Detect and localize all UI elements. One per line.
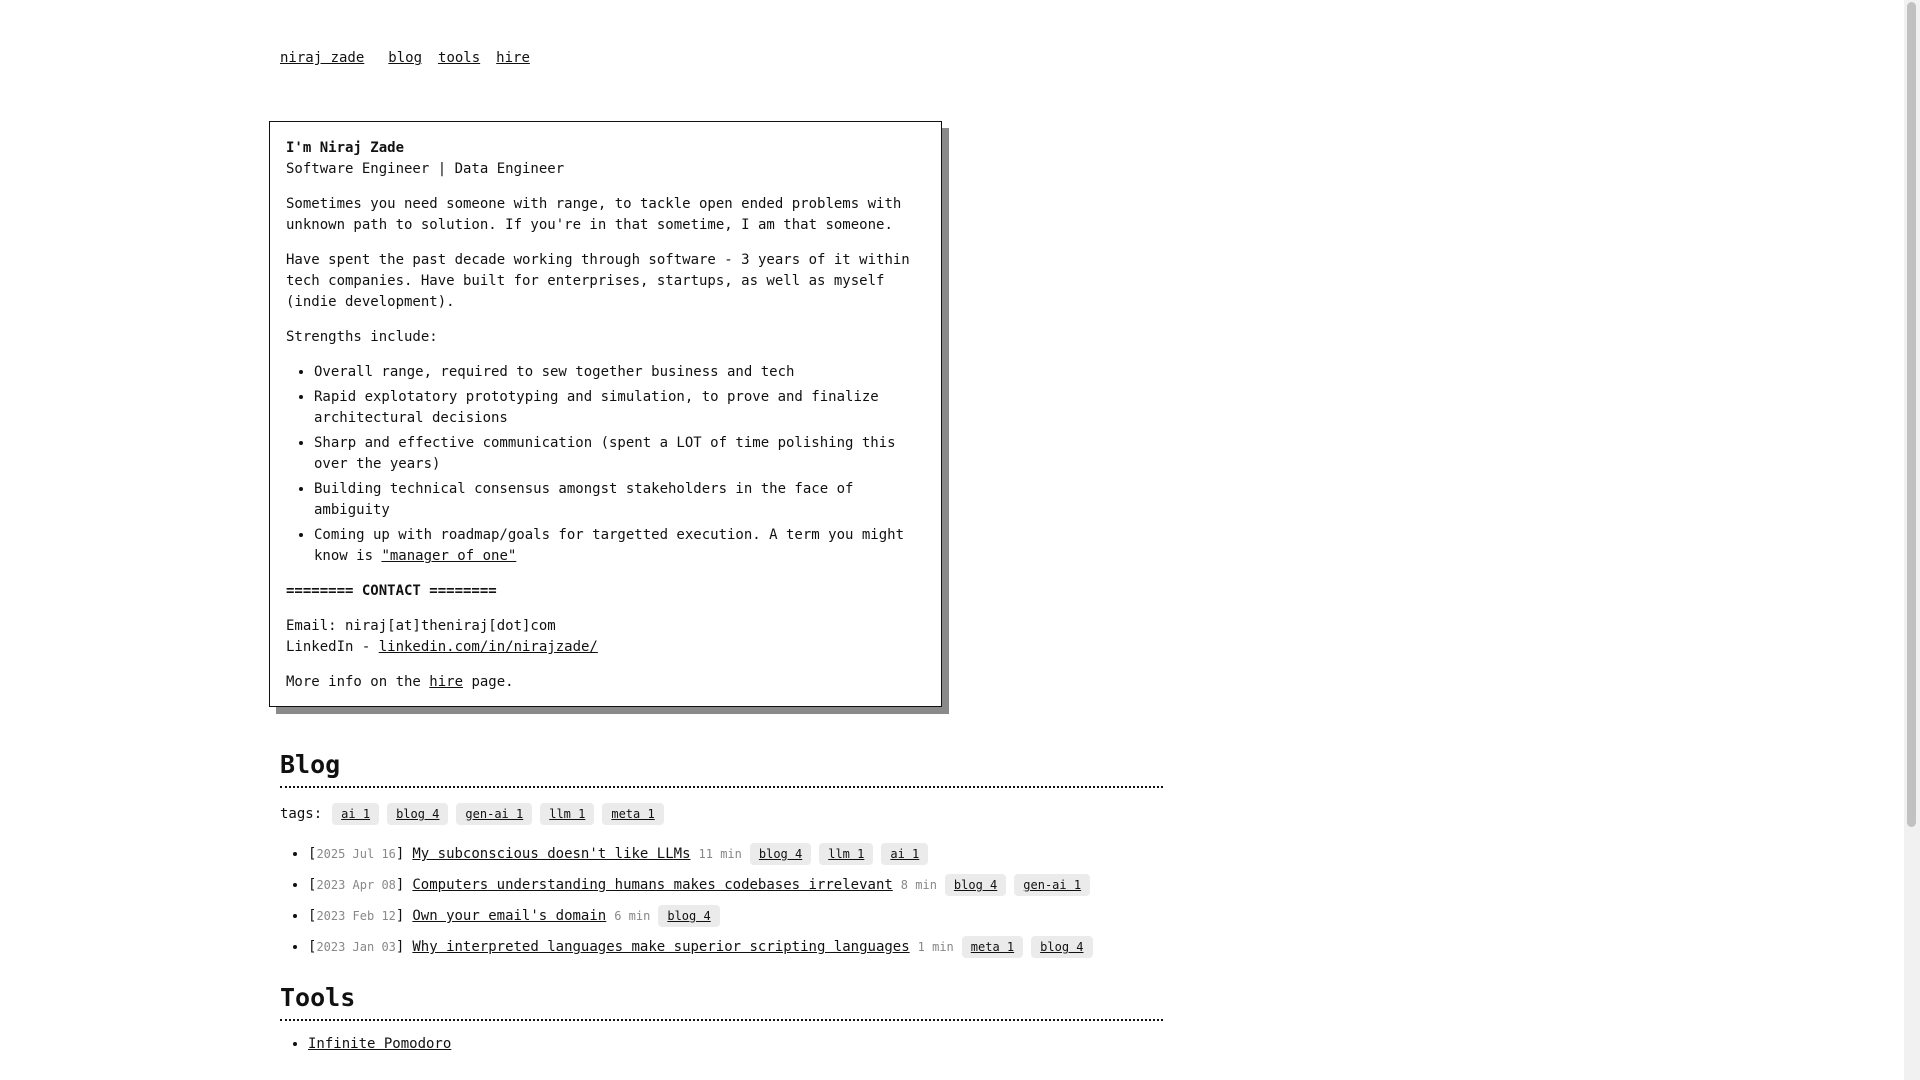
page-scrollbar[interactable] bbox=[1904, 0, 1920, 1080]
post-tag-chip[interactable]: ai 1 bbox=[881, 843, 928, 865]
intro-paragraph: Sometimes you need someone with range, to tackle open ended problems with unknown path to solution. If you're in that sometime, I am that someone. bbox=[286, 196, 902, 233]
post-tag-chip[interactable]: blog 4 bbox=[945, 874, 1006, 896]
more-info-suffix: page. bbox=[463, 674, 514, 690]
intro-paragraph: Have spent the past decade working through software - 3 years of it within tech companies. Have built for enterprises, startups, as well as myself (indie development). bbox=[286, 252, 910, 310]
contact-header: ======== CONTACT ======== bbox=[286, 583, 497, 599]
tool-link-infinite-pomodoro[interactable]: Infinite Pomodoro bbox=[308, 1036, 452, 1052]
blog-post-item bbox=[308, 935, 1093, 966]
post-date: • [2023 Jan 03] bbox=[308, 939, 405, 955]
post-read-time: 11 min bbox=[698, 847, 742, 861]
tag-chip-blog[interactable]: blog 4 bbox=[387, 803, 448, 825]
tools-section-title: Tools bbox=[280, 983, 1163, 1021]
strengths-intro: Strengths include: bbox=[286, 329, 438, 345]
blog-post-item bbox=[308, 873, 1093, 904]
nav-link-hire[interactable]: hire bbox=[496, 50, 530, 66]
more-info-prefix: More info on the bbox=[286, 674, 430, 690]
post-date-text: 2023 Jan 03 bbox=[316, 940, 396, 954]
post-date: • [2025 Jul 16] bbox=[308, 846, 405, 862]
strength-item: • Sharp and effective communication (spent a LOT of time polishing this over the years) bbox=[314, 433, 925, 475]
post-title-link[interactable]: Own your email's domain bbox=[412, 908, 607, 924]
post-read-time: 1 min bbox=[917, 940, 954, 954]
post-date-text: 2025 Jul 16 bbox=[316, 847, 396, 861]
post-date-text: 2023 Feb 12 bbox=[316, 909, 396, 923]
nav-link-tools[interactable]: tools bbox=[438, 50, 481, 66]
intro-title: I'm Niraj Zade bbox=[286, 140, 405, 156]
post-tag-chip[interactable]: blog 4 bbox=[658, 905, 719, 927]
strength-item: • Rapid explotatory prototyping and simulation, to prove and finalize architectural decisions bbox=[314, 387, 925, 429]
blog-section-title: Blog bbox=[280, 750, 1163, 788]
post-tag-chip[interactable]: llm 1 bbox=[819, 843, 873, 865]
blog-post-row bbox=[308, 935, 1093, 959]
linkedin-link[interactable]: linkedin.com/in/nirajzade/ bbox=[378, 639, 598, 655]
post-date: • [2023 Feb 12] bbox=[308, 908, 405, 924]
tag-chip-ai[interactable]: ai 1 bbox=[332, 803, 379, 825]
hire-page-link[interactable]: hire bbox=[429, 674, 464, 690]
scrollbar-thumb[interactable] bbox=[1907, 2, 1916, 827]
post-tag-chip[interactable]: blog 4 bbox=[1031, 936, 1092, 958]
nav-link-blog[interactable]: blog bbox=[388, 50, 423, 66]
linkedin-label: LinkedIn - bbox=[286, 639, 379, 655]
strength-item-text: Coming up with roadmap/goals for targetted execution. A term you might know is bbox=[314, 527, 905, 564]
post-title-link[interactable]: My subconscious doesn't like LLMs bbox=[412, 846, 691, 862]
contact-block bbox=[286, 616, 925, 658]
post-tag-chip[interactable]: meta 1 bbox=[962, 936, 1023, 958]
blog-post-row bbox=[308, 842, 928, 866]
strength-item: • Building technical consensus amongst stakeholders in the face of ambiguity bbox=[314, 479, 925, 521]
tool-item bbox=[308, 1034, 451, 1054]
manager-of-one-link[interactable]: "manager of one" bbox=[381, 548, 517, 564]
tag-chip-gen-ai[interactable]: gen-ai 1 bbox=[456, 803, 532, 825]
blog-post-list bbox=[280, 842, 1093, 966]
post-read-time: 8 min bbox=[900, 878, 937, 892]
post-tag-chip[interactable]: gen-ai 1 bbox=[1014, 874, 1090, 896]
tags-label: tags: bbox=[280, 806, 323, 822]
blog-post-item bbox=[308, 904, 1093, 935]
tag-chip-llm[interactable]: llm 1 bbox=[540, 803, 594, 825]
more-info-line bbox=[286, 672, 925, 693]
blog-post-row bbox=[308, 873, 1090, 897]
email-line: Email: niraj[at]theniraj[dot]com bbox=[286, 618, 556, 634]
strength-item bbox=[314, 525, 925, 567]
linkedin-line bbox=[286, 637, 925, 658]
intro-card bbox=[269, 121, 942, 707]
brand-link[interactable]: niraj zade bbox=[280, 50, 365, 66]
blog-post-row bbox=[308, 904, 720, 928]
blog-post-item bbox=[308, 842, 1093, 873]
tools-list bbox=[280, 1034, 451, 1054]
intro-subtitle: Software Engineer | Data Engineer bbox=[286, 161, 565, 177]
strength-item: • Overall range, required to sew together business and tech bbox=[314, 362, 925, 383]
post-date-text: 2023 Apr 08 bbox=[316, 878, 396, 892]
strengths-list bbox=[286, 362, 925, 567]
blog-tags-bar bbox=[280, 803, 664, 825]
post-tag-chip[interactable]: blog 4 bbox=[750, 843, 811, 865]
post-date: • [2023 Apr 08] bbox=[308, 877, 405, 893]
tag-chip-meta[interactable]: meta 1 bbox=[602, 803, 663, 825]
post-title-link[interactable]: Why interpreted languages make superior scripting languages bbox=[412, 939, 910, 955]
post-title-link[interactable]: Computers understanding humans makes codebases irrelevant bbox=[412, 877, 893, 893]
top-nav bbox=[280, 49, 530, 67]
post-read-time: 6 min bbox=[614, 909, 651, 923]
